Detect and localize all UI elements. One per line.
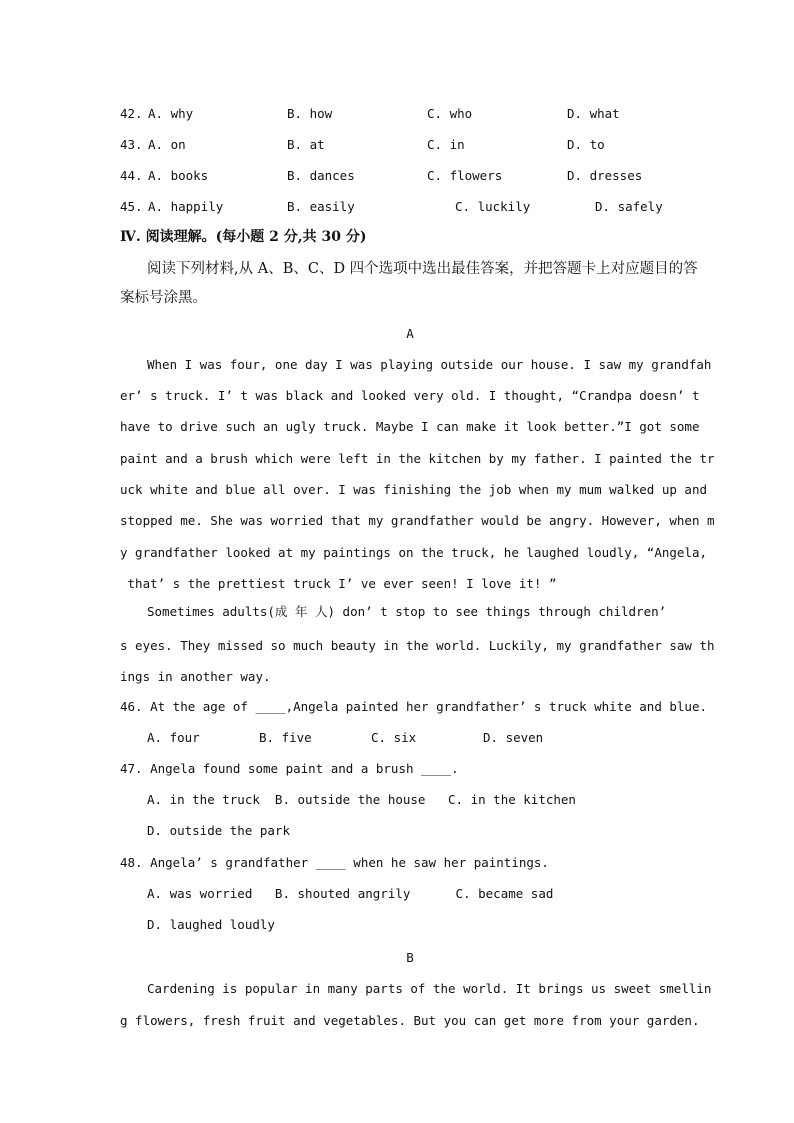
question-47-options-line-1: A. in the truck B. outside the house C. in the kitchen bbox=[147, 792, 576, 807]
passage-a-line: er’ s truck. I’ t was black and looked very old. I thought, “Crandpa doesn’ t bbox=[120, 388, 700, 403]
option-a: A. why bbox=[148, 106, 194, 121]
option-c: C. in bbox=[427, 137, 465, 152]
passage-a-line: that’ s the prettiest truck I’ ve ever seen! I love it! ” bbox=[120, 576, 557, 591]
question-48-options-line-1: A. was worried B. shouted angrily C. became sad bbox=[147, 886, 554, 901]
option-d: D. seven bbox=[483, 730, 544, 745]
option-b: B. how bbox=[287, 106, 333, 121]
option-c: C. luckily bbox=[455, 199, 531, 214]
question-number: 43. bbox=[120, 137, 143, 152]
question-48-stem: 48. Angela’ s grandfather ____ when he saw her paintings. bbox=[120, 855, 549, 870]
option-c: C. who bbox=[427, 106, 473, 121]
passage-b-line: g flowers, fresh fruit and vegetables. But you can get more from your garden. bbox=[120, 1013, 700, 1028]
option-d: D. what bbox=[567, 106, 620, 121]
passage-b-line: Cardening is popular in many parts of the world. It brings us sweet smellin bbox=[147, 981, 712, 996]
option-d: D. dresses bbox=[567, 168, 643, 183]
question-47-stem: 47. Angela found some paint and a brush ____. bbox=[120, 761, 459, 776]
passage-a-line: ings in another way. bbox=[120, 669, 271, 684]
passage-a-line: stopped me. She was worried that my grandfather would be angry. However, when m bbox=[120, 513, 715, 528]
question-number: 42. bbox=[120, 106, 143, 121]
passage-a-line: paint and a brush which were left in the kitchen by my father. I painted the tr bbox=[120, 451, 715, 466]
question-48-options-line-2: D. laughed loudly bbox=[147, 917, 275, 932]
option-a: A. four bbox=[147, 730, 200, 745]
option-a: A. books bbox=[148, 168, 209, 183]
option-c: C. six bbox=[371, 730, 417, 745]
option-b: B. easily bbox=[287, 199, 355, 214]
section-heading: Ⅳ. 阅读理解。(每小题 2 分,共 30 分) bbox=[120, 229, 367, 245]
option-b: B. at bbox=[287, 137, 325, 152]
passage-a-label: A bbox=[406, 326, 414, 341]
instruction-line-1: 阅读下列材料,从 A、B、C、D 四个选项中选出最佳答案，并把答题卡上对应题目的答 bbox=[147, 261, 698, 277]
question-number: 45. bbox=[120, 199, 143, 214]
question-46-stem: 46. At the age of ____,Angela painted her grandfather’ s truck white and blue. bbox=[120, 699, 707, 714]
instruction-line-2: 案标号涂黑。 bbox=[120, 290, 207, 306]
passage-b-label: B bbox=[406, 950, 414, 965]
passage-a-line: uck white and blue all over. I was finishing the job when my mum walked up and bbox=[120, 482, 707, 497]
option-b: B. five bbox=[259, 730, 312, 745]
option-a: A. happily bbox=[148, 199, 224, 214]
option-a: A. on bbox=[148, 137, 186, 152]
option-d: D. to bbox=[567, 137, 605, 152]
passage-a-line: y grandfather looked at my paintings on the truck, he laughed loudly, “Angela, bbox=[120, 545, 707, 560]
question-number: 44. bbox=[120, 168, 143, 183]
passage-a-line: Sometimes adults(成 年 人) don’ t stop to see things through children’ bbox=[147, 604, 667, 619]
question-47-options-line-2: D. outside the park bbox=[147, 823, 290, 838]
passage-a-line: When I was four, one day I was playing outside our house. I saw my grandfah bbox=[147, 357, 712, 372]
passage-a-line: have to drive such an ugly truck. Maybe I can make it look better.”I got some bbox=[120, 419, 700, 434]
passage-a-line: s eyes. They missed so much beauty in the world. Luckily, my grandfather saw th bbox=[120, 638, 715, 653]
option-c: C. flowers bbox=[427, 168, 503, 183]
option-b: B. dances bbox=[287, 168, 355, 183]
option-d: D. safely bbox=[595, 199, 663, 214]
